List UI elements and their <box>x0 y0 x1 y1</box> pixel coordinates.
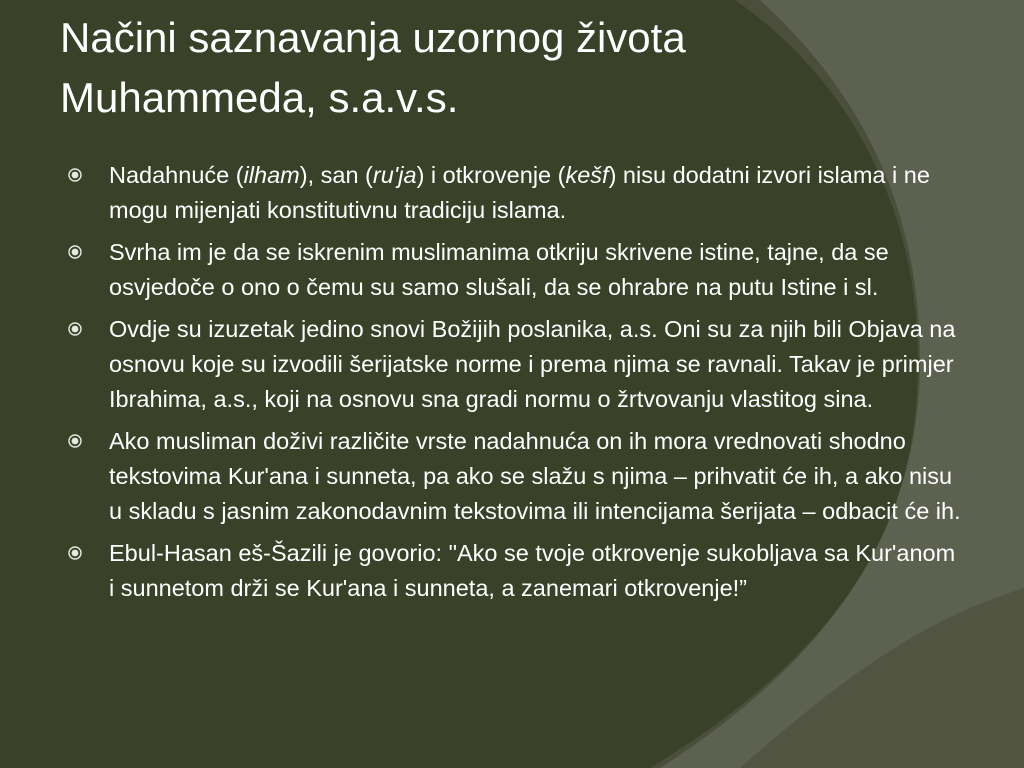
bullet-item <box>64 158 964 228</box>
bullet-term-italic: ru'ja <box>372 162 417 188</box>
bullet-list <box>64 158 964 613</box>
slide-title-line: Načini saznavanja uzornog života <box>60 14 686 61</box>
circle-bullet-icon <box>68 322 82 336</box>
bullet-term-italic: kešf <box>565 162 609 188</box>
slide-title <box>60 8 960 128</box>
bullet-text <box>109 428 961 524</box>
bullet-text-segment: ) i otkrovenje ( <box>416 162 566 188</box>
bullet-text-segment: Ako musliman doživi različite vrste nadahnuća on ih mora vrednovati shodno tekstovima Kur'ana i sunneta, pa ako se slažu s njima – prihvatit će ih, a ako nisu u skladu s jasnim zakonodavnim tekstovima ili intencijama šerijata – odbacit će ih. <box>109 428 961 524</box>
bullet-item <box>64 235 964 305</box>
slide-title-line: Muhammeda, s.a.v.s. <box>60 74 459 121</box>
circle-bullet-icon <box>68 245 82 259</box>
bullet-text <box>109 316 955 412</box>
bullet-term-italic: ilham <box>243 162 300 188</box>
bullet-item <box>64 536 964 606</box>
bullet-text-segment: Ebul-Hasan eš-Šazili je govorio: "Ako se tvoje otkrovenje sukobljava sa Kur'anom i sunnetom drži se Kur'ana i sunneta, a zanemari otkrovenje!” <box>109 540 956 601</box>
bullet-text <box>109 239 889 300</box>
bullet-text <box>109 540 955 601</box>
circle-bullet-icon <box>68 168 82 182</box>
circle-bullet-icon <box>68 546 82 560</box>
bullet-item <box>64 424 964 529</box>
bullet-text-segment: Ovdje su izuzetak jedino snovi Božijih poslanika, a.s. Oni su za njih bili Objava na osnovu koje su izvodili šerijatske norme i prema njima se ravnali. Takav je primjer Ibrahima, a.s., koji na osnovu sna gradi normu o žrtvovanju vlastitog sina. <box>109 316 956 412</box>
bullet-text-segment: ), san ( <box>299 162 373 188</box>
bullet-text-segment: ) nisu dodatni izvori islama i ne mogu mijenjati konstitutivnu tradiciju islama. <box>109 162 930 223</box>
bullet-text-segment: Nadahnuće ( <box>109 162 244 188</box>
circle-bullet-icon <box>68 434 82 448</box>
bullet-text <box>109 162 930 223</box>
bullet-text-segment: Svrha im je da se iskrenim muslimanima otkriju skrivene istine, tajne, da se osvjedoče o ono o čemu su samo slušali, da se ohrabre na putu Istine i sl. <box>109 239 889 300</box>
bullet-item <box>64 312 964 417</box>
